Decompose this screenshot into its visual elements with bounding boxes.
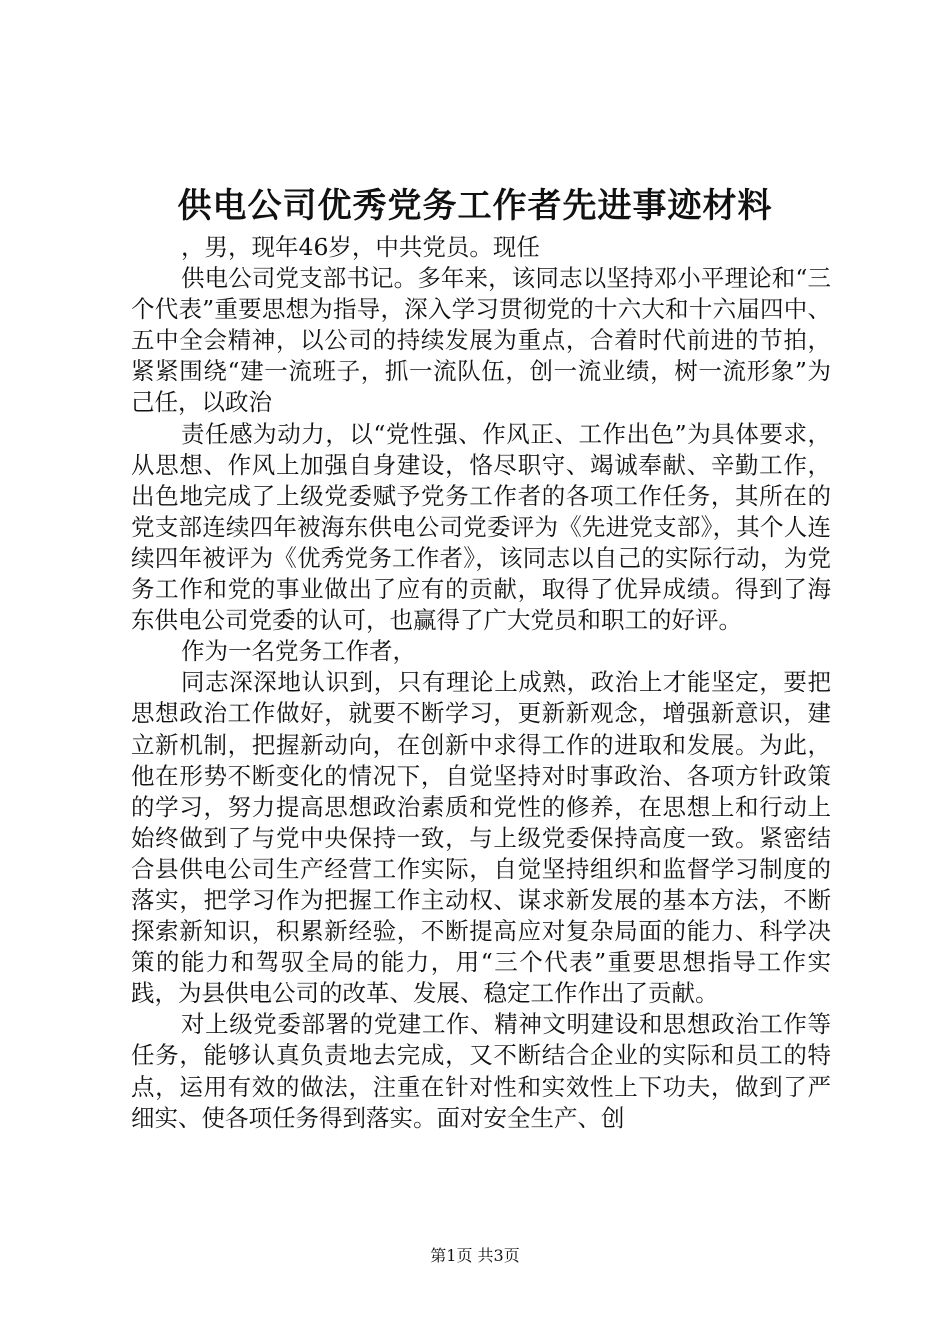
- paragraph-3: 责任感为动力，以“党性强、作风正、工作出色”为具体要求，从思想、作风上加强自身建设，恪尽职守、竭诚奉献、辛勤工作，出色地完成了上级党委赋予党务工作者的各项工作任务，其所在的党支部连续四年被海东供电公司党委评为《先进党支部》，其个人连续四年被评为《优秀党务工作者》，该同志以自己的实际行动，为党务工作和党的事业做出了应有的贡献，取得了优异成绩。得到了海东供电公司党委的认可，也赢得了广大党员和职工的好评。: [131, 419, 831, 635]
- paragraph-4: 作为一名党务工作者，: [181, 637, 416, 666]
- document-body: [131, 232, 831, 1134]
- document-title: 供电公司优秀党务工作者先进事迹材料: [177, 186, 773, 226]
- paragraph-1: ，男，现年46岁，中共党员。现任: [181, 233, 540, 261]
- paragraph-5: 同志深深地认识到，只有理论上成熟，政治上才能坚定，要把思想政治工作做好，就要不断学习，更新新观念，增强新意识，建立新机制，把握新动向，在创新中求得工作的进取和发展。为此，他在形势不断变化的情况下，自觉坚持对时事政治、各项方针政策的学习，努力提高思想政治素质和党性的修养，在思想上和行动上始终做到了与党中央保持一致，与上级党委保持高度一致。紧密结合县供电公司生产经营工作实际，自觉坚持组织和监督学习制度的落实，把学习作为把握工作主动权、谋求新发展的基本方法，不断探索新知识，积累新经验，不断提高应对复杂局面的能力、科学决策的能力和驾驭全局的能力，用“三个代表”重要思想指导工作实践，为县供电公司的改革、发展、稳定工作作出了贡献。: [131, 668, 831, 1008]
- paragraph-2: 供电公司党支部书记。多年来，该同志以坚持邓小平理论和“三个代表”重要思想为指导，深入学习贯彻党的十六大和十六届四中、五中全会精神，以公司的持续发展为重点，合着时代前进的节拍，紧紧围绕“建一流班子，抓一流队伍，创一流业绩，树一流形象”为己任，以政治: [131, 264, 831, 417]
- page-footer: 第1页 共3页: [430, 1246, 520, 1265]
- paragraph-6: 对上级党委部署的党建工作、精神文明建设和思想政治工作等任务，能够认真负责地去完成，又不断结合企业的实际和员工的特点，运用有效的做法，注重在针对性和实效性上下功夫，做到了严细实、使各项任务得到落实。面对安全生产、创: [131, 1010, 831, 1132]
